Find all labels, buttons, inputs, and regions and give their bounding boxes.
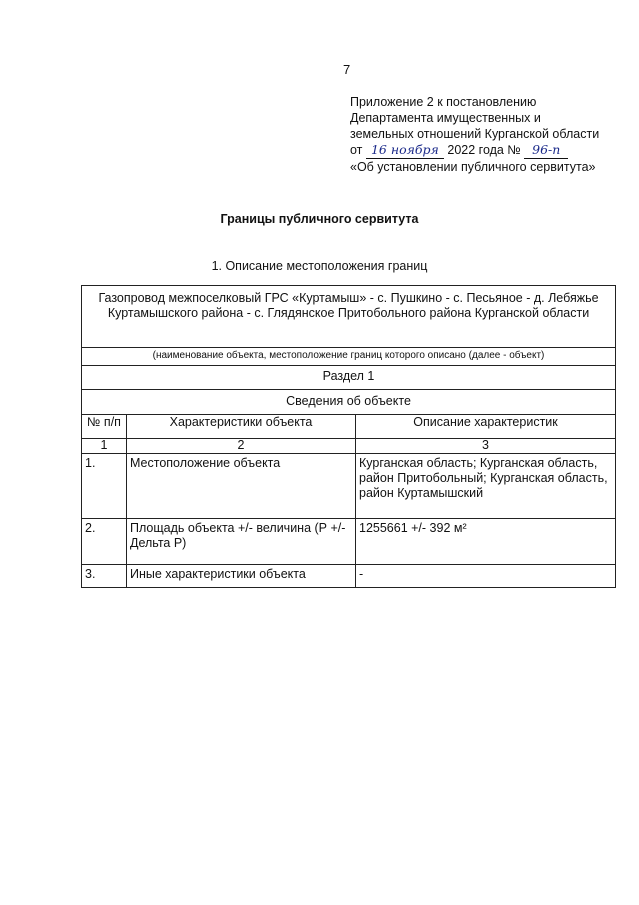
section-title: Раздел 1 [322, 369, 375, 383]
object-note: (наименование объекта, местоположение границ которого описано (далее - объект) [152, 350, 545, 361]
appendix-line-1: Приложение 2 к постановлению [350, 95, 537, 109]
column-header: Описание характеристик [356, 415, 616, 439]
appendix-subject: «Об установлении публичного сервитута» [350, 160, 596, 174]
table-row [82, 454, 616, 519]
row-number: 2. [82, 519, 127, 565]
column-number: 2 [127, 439, 356, 454]
column-number-row [82, 439, 616, 454]
row-characteristic: Местоположение объекта [127, 454, 356, 519]
info-header: Сведения об объекте [286, 394, 411, 408]
row-characteristic: Иные характеристики объекта [127, 565, 356, 588]
row-description: 1255661 +/- 392 м² [356, 519, 616, 565]
document-subtitle: 1. Описание местоположения границ [211, 259, 428, 273]
date-prefix: от [350, 143, 363, 157]
easement-table [81, 285, 616, 588]
document-title: Границы публичного сервитута [220, 212, 419, 226]
row-number: 1. [82, 454, 127, 519]
table-header-row [82, 415, 616, 439]
row-description: Курганская область; Курганская область, район Притобольный; Курганская область, район Куртамышский [356, 454, 616, 519]
appendix-line-2: Департамента имущественных и [350, 111, 541, 125]
object-name-cell [82, 286, 616, 348]
row-description: - [356, 565, 616, 588]
page-number: 7 [343, 62, 351, 77]
date-year: 2022 года № [447, 143, 521, 157]
appendix-date-line [350, 142, 635, 159]
row-number: 3. [82, 565, 127, 588]
date-day-handwritten: 16 ноября [366, 142, 444, 159]
object-name: Газопровод межпоселковый ГРС «Куртамыш» - с. Пушкино - с. Песьяное - д. Лебяжье Куртамышского района - с. Глядянское Притобольного района Курганской области [98, 291, 599, 320]
column-header: № п/п [82, 415, 127, 439]
column-header: Характеристики объекта [127, 415, 356, 439]
column-number: 3 [356, 439, 616, 454]
document-number-handwritten: 96-п [524, 142, 568, 159]
table-row [82, 519, 616, 565]
appendix-line-3: земельных отношений Курганской области [350, 127, 600, 141]
object-note-cell [82, 348, 616, 366]
info-header-cell [82, 390, 616, 415]
row-characteristic: Площадь объекта +/- величина (Р +/- Дельта Р) [127, 519, 356, 565]
section-cell [82, 366, 616, 390]
column-number: 1 [82, 439, 127, 454]
appendix-block [350, 94, 635, 175]
table-row [82, 565, 616, 588]
